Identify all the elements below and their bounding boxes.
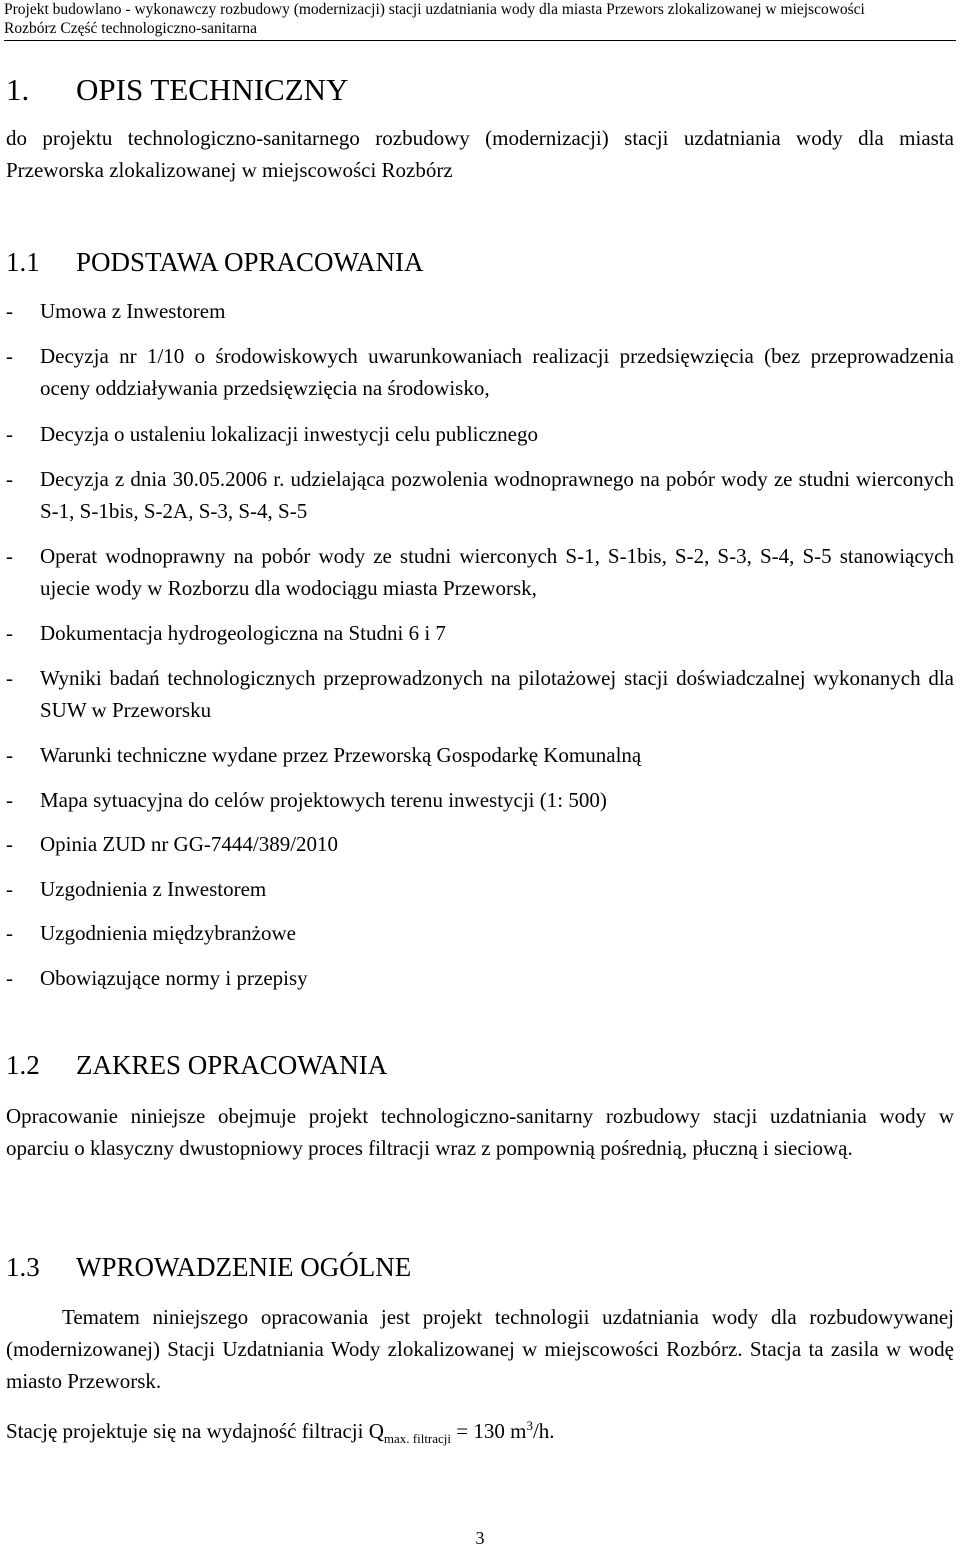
- capacity-formula: [6, 1410, 954, 1455]
- section-1-1-heading: [6, 246, 954, 278]
- list-item: [6, 917, 954, 949]
- list-item-text: Decyzja z dnia 30.05.2006 r. udzielająca pozwolenia wodnoprawnego na pobór wody ze studni wierconych S-1, S-1bis, S-2A, S-3, S-4, S-5: [40, 467, 954, 523]
- list-item: [6, 463, 954, 527]
- list-item-text: Obowiązujące normy i przepisy: [40, 966, 308, 990]
- section-1-1-number: 1.1: [6, 247, 40, 277]
- list-dash: -: [6, 299, 13, 323]
- formula-prefix: Stację projektuje się na wydajność filtracji Q: [6, 1419, 384, 1443]
- list-dash: -: [6, 832, 13, 856]
- list-item-text: Decyzja nr 1/10 o środowiskowych uwarunkowaniach realizacji przedsięwzięcia (bez przeprowadzenia oceny oddziaływania przedsięwzięcia na środowisko,: [40, 344, 954, 400]
- header-line-1: Projekt budowlano - wykonawczy rozbudowy (modernizacji) stacji uzdatniania wody dla miasta Przewors zlokalizowanej w miejscowości: [4, 1, 865, 18]
- list-item-text: Decyzja o ustaleniu lokalizacji inwestycji celu publicznego: [40, 422, 538, 446]
- section-1-2-number: 1.2: [6, 1050, 40, 1080]
- list-item: [6, 540, 954, 604]
- list-item: [6, 739, 954, 771]
- formula-superscript: 3: [526, 1418, 533, 1433]
- list-dash: -: [6, 467, 13, 491]
- section-1-3-title: WPROWADZENIE OGÓLNE: [76, 1252, 412, 1282]
- list-dash: -: [6, 544, 13, 568]
- formula-subscript: max. filtracji: [383, 1431, 452, 1447]
- section-1-title: OPIS TECHNICZNY: [76, 72, 349, 107]
- formula-value: = 130 m: [451, 1419, 527, 1443]
- list-item: [6, 962, 954, 994]
- section-1-2-heading: [6, 1049, 954, 1081]
- list-item: [6, 784, 954, 816]
- formula-suffix: /h.: [532, 1419, 555, 1443]
- list-item-text: Umowa z Inwestorem: [40, 299, 226, 323]
- list-item-text: Opinia ZUD nr GG-7444/389/2010: [40, 832, 339, 856]
- list-dash: -: [6, 921, 13, 945]
- list-item: [6, 418, 954, 450]
- list-item-text: Uzgodnienia z Inwestorem: [40, 877, 267, 901]
- section-1-2-paragraph: Opracowanie niniejsze obejmuje projekt technologiczno-sanitarny rozbudowy stacji uzdatniania wody w oparciu o klasyczny dwustopniowy proces filtracji wraz z pompownią pośrednią, płuczną i sieciową.: [6, 1104, 954, 1160]
- list-item: [6, 295, 954, 327]
- section-1-2-title: ZAKRES OPRACOWANIA: [76, 1050, 388, 1080]
- list-item-text: Dokumentacja hydrogeologiczna na Studni 6 i 7: [40, 621, 446, 645]
- header-line-2: Rozbórz Część technologiczno-sanitarna: [4, 20, 258, 37]
- list-item: [6, 340, 954, 404]
- page-number: 3: [475, 1528, 485, 1548]
- section-1-3-paragraph: Tematem niniejszego opracowania jest projekt technologii uzdatniania wody dla rozbudowywanej (modernizowanej) Stacji Uzdatniania Wody zlokalizowanej w miejscowości Rozbórz. Stacja ta zasila w wodę miasto Przeworsk.: [6, 1305, 954, 1393]
- running-header: [4, 0, 956, 41]
- list-item-text: Uzgodnienia międzybranżowe: [40, 921, 296, 945]
- section-1-1-title: PODSTAWA OPRACOWANIA: [76, 247, 424, 277]
- list-dash: -: [6, 422, 13, 446]
- list-dash: -: [6, 621, 13, 645]
- list-item-text: Wyniki badań technologicznych przeprowadzonych na pilotażowej stacji doświadczalnej wykonanych dla SUW w Przeworsku: [40, 666, 954, 722]
- list-item-text: Operat wodnoprawny na pobór wody ze studni wierconych S-1, S-1bis, S-2, S-3, S-4, S-5 stanowiących ujecie wody w Rozborzu dla wodociągu miasta Przeworsk,: [40, 544, 954, 600]
- section-1-number: 1.: [6, 72, 30, 107]
- list-dash: -: [6, 877, 13, 901]
- list-item: [6, 662, 954, 726]
- list-item: [6, 617, 954, 649]
- list-dash: -: [6, 344, 13, 368]
- section-1-3-number: 1.3: [6, 1252, 40, 1282]
- list-item: [6, 873, 954, 905]
- list-item: [6, 828, 954, 860]
- list-item-text: Warunki techniczne wydane przez Przeworską Gospodarkę Komunalną: [40, 743, 642, 767]
- section-1-3-heading: [6, 1251, 954, 1283]
- list-dash: -: [6, 788, 13, 812]
- list-dash: -: [6, 966, 13, 990]
- section-1-subtitle: do projektu technologiczno-sanitarnego rozbudowy (modernizacji) stacji uzdatniania wody dla miasta Przeworska zlokalizowanej w miejscowości Rozbórz: [6, 126, 954, 182]
- list-dash: -: [6, 666, 13, 690]
- list-dash: -: [6, 743, 13, 767]
- section-1-heading: [6, 72, 954, 108]
- list-item-text: Mapa sytuacyjna do celów projektowych terenu inwestycji (1: 500): [40, 788, 607, 812]
